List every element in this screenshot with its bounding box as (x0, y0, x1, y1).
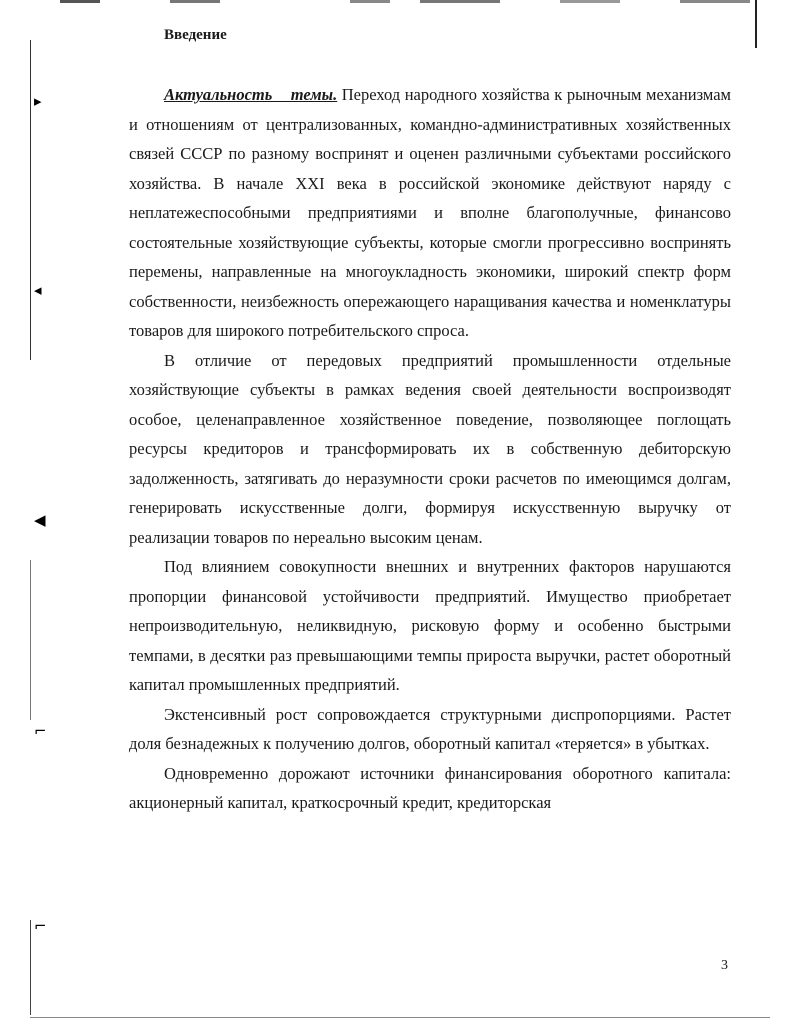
paragraph-3: Под влиянием совокупности внешних и внутренних факторов нарушаются пропорции финансовой устойчивости предприятий. Имущество приобретает непроизводительную, неликвидную, рисковую форму и особенно быстрыми темпами, в десятки раз превышающими темпы прироста выручки, растет оборотный капитал промышленных предприятий. (129, 557, 731, 694)
section-heading: Введение (164, 27, 227, 43)
margin-mark-icon: ⌐ (34, 722, 47, 740)
paragraph-4: Экстенсивный рост сопровождается структурными диспропорциями. Растет доля безнадежных к получению долгов, оборотный капитал «теряется» в убытках. (129, 704, 731, 753)
margin-mark-icon: ◂ (34, 281, 42, 299)
paragraph-1 (129, 80, 731, 346)
scan-artifact-left-edge (30, 40, 31, 1015)
margin-mark-icon: ⌐ (34, 917, 47, 935)
paragraph-5: Одновременно дорожают источники финансирования оборотного капитала: акционерный капитал, краткосрочный кредит, кредиторская (129, 763, 731, 812)
scan-artifact-bottom-edge (30, 1017, 770, 1018)
margin-mark-icon: ◀ (34, 511, 46, 529)
document-body (129, 80, 731, 818)
scan-artifact-right-edge (755, 0, 757, 48)
lead-term: Актуальность темы. (164, 85, 338, 104)
paragraph-text: Переход народного хозяйства к рыночным механизмам и отношениям от централизованных, командно-административных хозяйственных связей СССР по разному воспринят и оценен различными субъектами российского хозяйства. В начале XXI века в российской экономике действуют наряду с неплатежеспособными предприятиями и вполне благополучные, финансово состоятельные хозяйствующие субъекты, которые смогли прогрессивно воспринять перемены, направленные на многоукладность экономики, широкий спектр форм собственности, неизбежность опережающего наращивания качества и номенклатуры товаров для широкого потребительского спроса. (129, 85, 731, 340)
scan-artifact-top-edge (60, 0, 760, 3)
margin-mark-icon: ▸ (34, 92, 42, 110)
paragraph-2: В отличие от передовых предприятий промышленности отдельные хозяйствующие субъекты в рамках ведения своей деятельности воспроизводят особое, целенаправленное хозяйственное поведение, позволяющее поглощать ресурсы кредиторов и трансформировать их в собственную дебиторскую задолженность, затягивать до неразумности сроки расчетов по имеющимся долгам, генерировать искусственные долги, формируя искусственную выручку от реализации товаров по нереально высоким ценам. (129, 350, 731, 547)
page-number: 3 (721, 958, 728, 973)
